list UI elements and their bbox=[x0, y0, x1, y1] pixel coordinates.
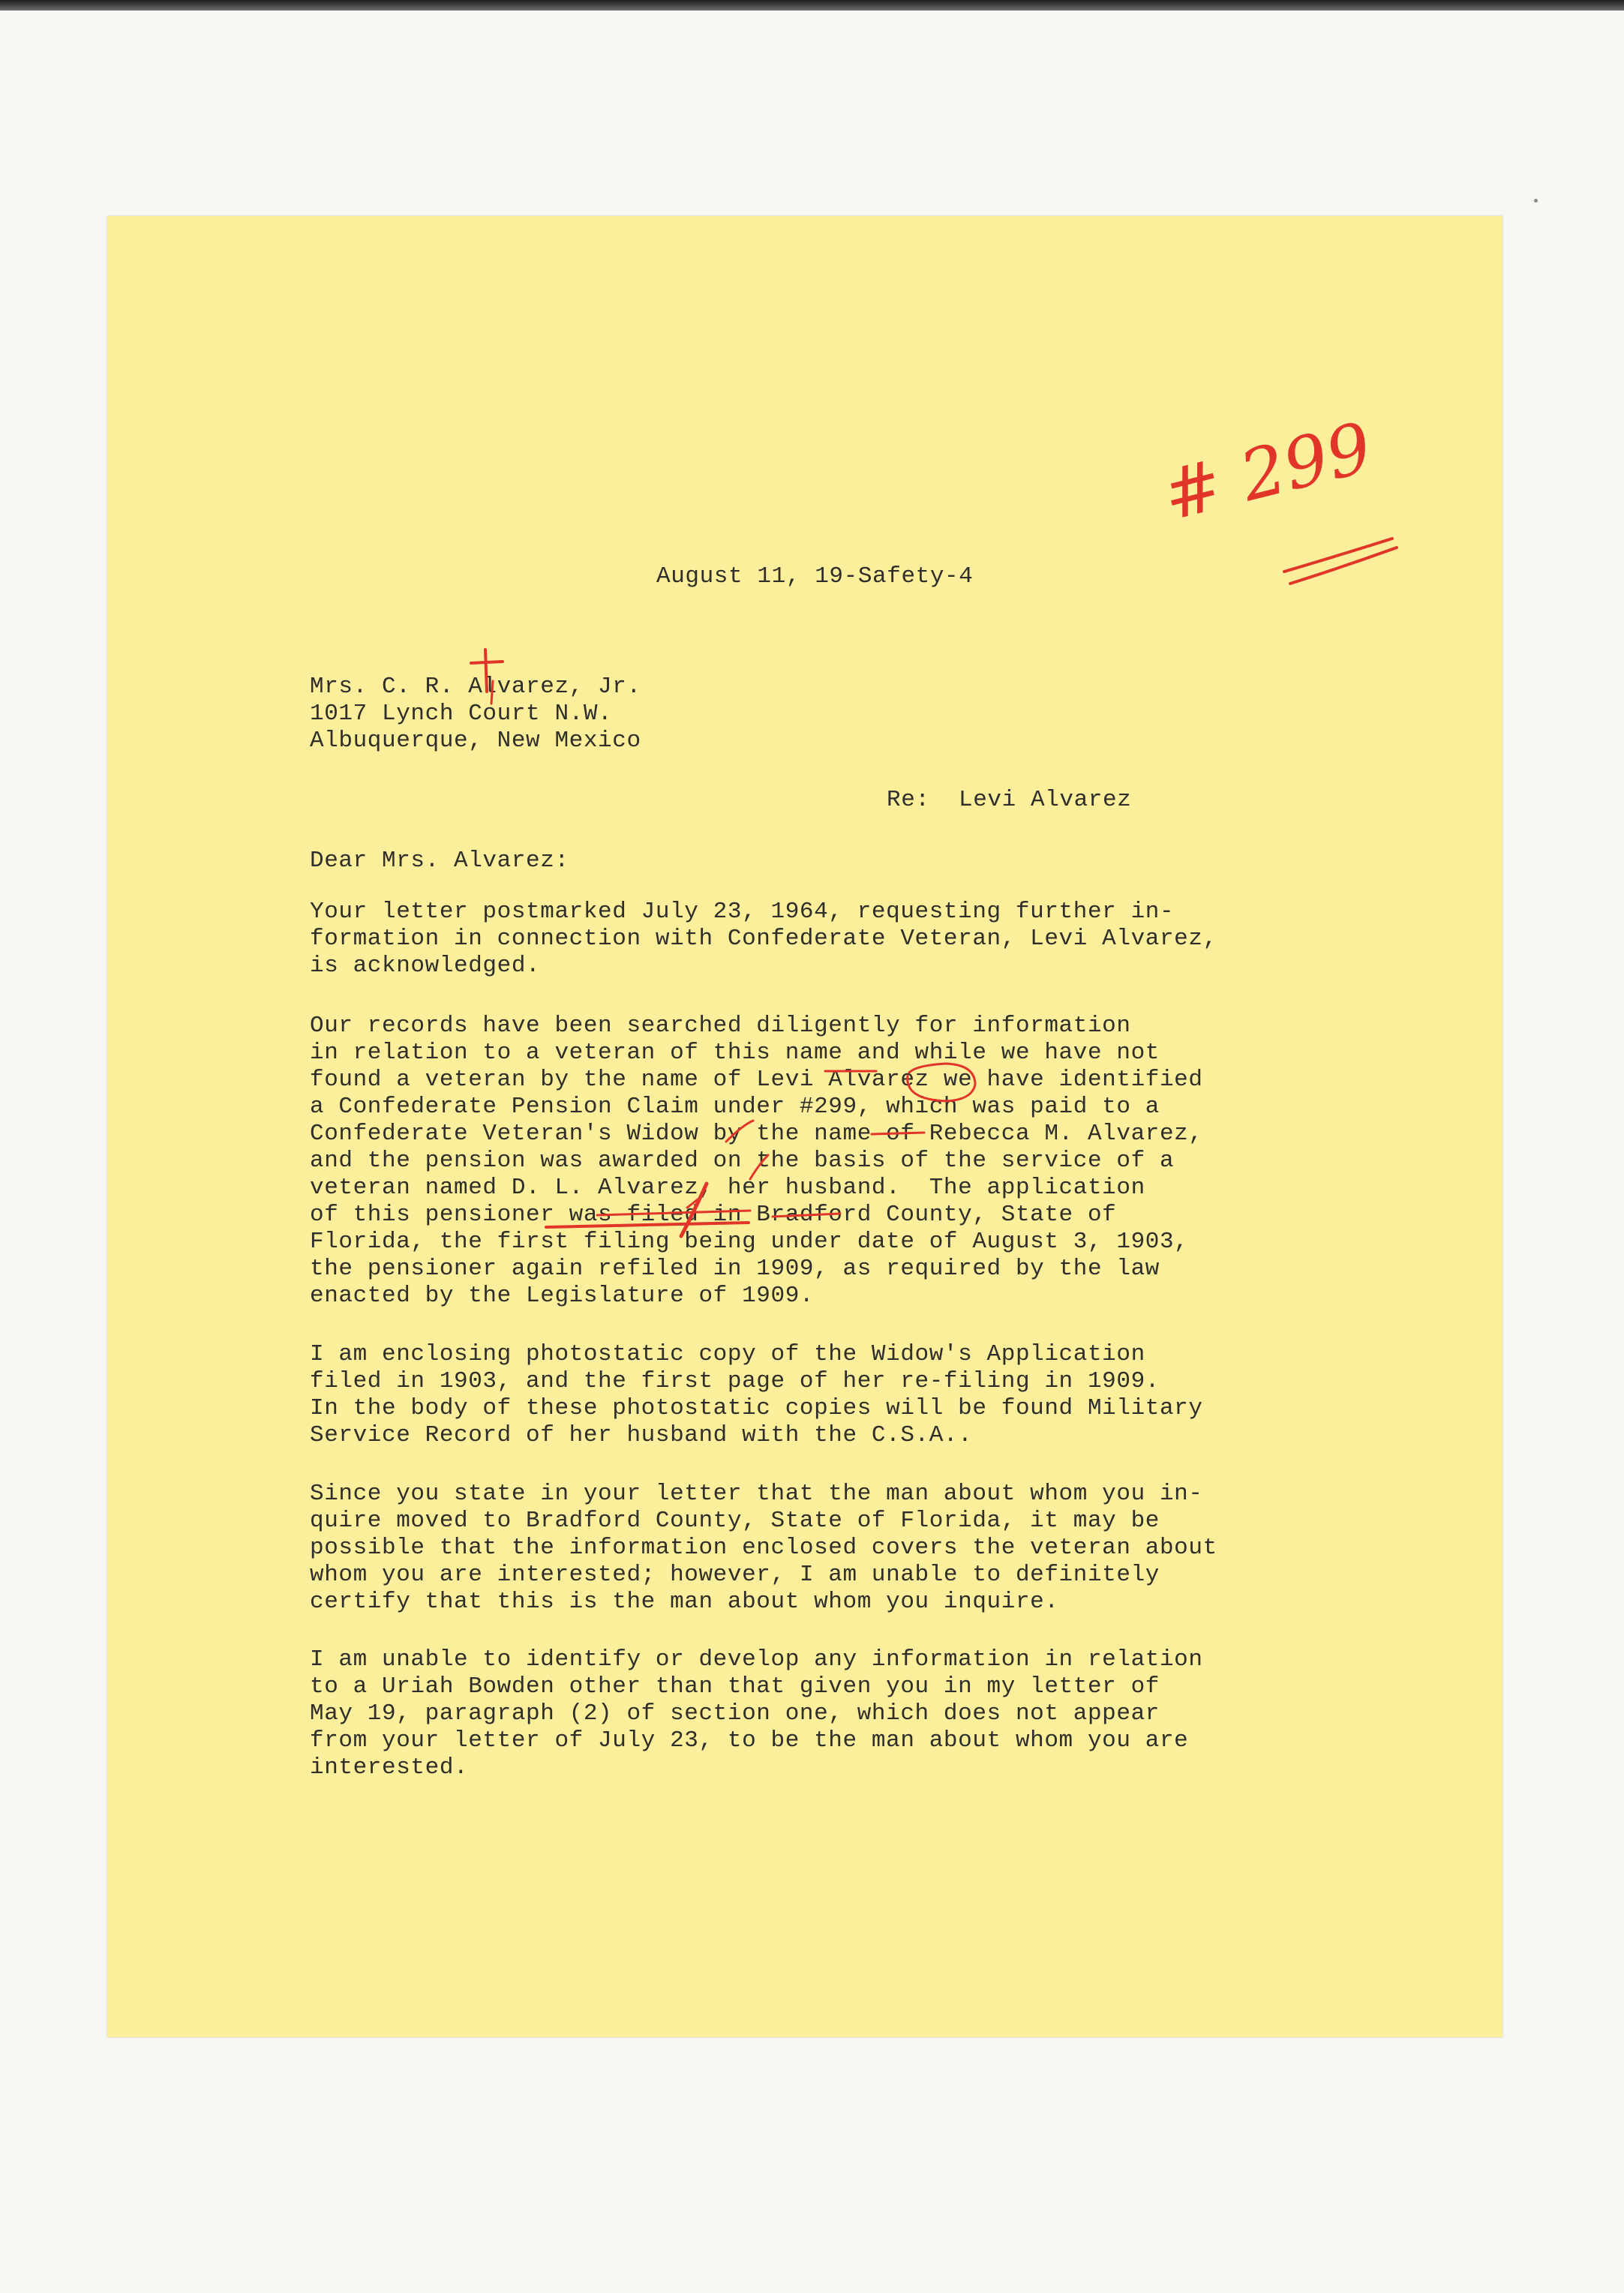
text-line: Confederate Veteran's Widow by the name of Rebecca M. Alvarez, bbox=[310, 1121, 1203, 1147]
text-line: Florida, the first filing being under date of August 3, 1903, bbox=[310, 1229, 1189, 1255]
address-line: Albuquerque, New Mexico bbox=[310, 728, 641, 754]
salutation: Dear Mrs. Alvarez: bbox=[310, 848, 569, 874]
scan-speck bbox=[1534, 199, 1538, 203]
text-line: from your letter of July 23, to be the man about whom you are bbox=[310, 1727, 1189, 1754]
text-line: a Confederate Pension Claim under #299, which was paid to a bbox=[310, 1094, 1160, 1120]
text-line: In the body of these photostatic copies will be found Military bbox=[310, 1395, 1203, 1421]
text-line: enacted by the Legislature of 1909. bbox=[310, 1283, 815, 1309]
text-line: I am enclosing photostatic copy of the Widow's Application bbox=[310, 1341, 1145, 1367]
text-line: to a Uriah Bowden other than that given you in my letter of bbox=[310, 1673, 1160, 1700]
text-line: is acknowledged. bbox=[310, 953, 541, 979]
text-line: May 19, paragraph (2) of section one, which does not appear bbox=[310, 1700, 1160, 1727]
text-line: interested. bbox=[310, 1754, 469, 1781]
address-line: 1017 Lynch Court N.W. bbox=[310, 701, 613, 727]
text-line: formation in connection with Confederate Veteran, Levi Alvarez, bbox=[310, 926, 1217, 952]
text-line: Our records have been searched diligently for information bbox=[310, 1013, 1131, 1039]
text-line: of this pensioner was filed in Bradford County, State of bbox=[310, 1202, 1117, 1228]
text-line: found a veteran by the name of Levi Alvarez we have identified bbox=[310, 1067, 1203, 1093]
text-line: quire moved to Bradford County, State of Florida, it may be bbox=[310, 1508, 1160, 1534]
handwritten-claim-number: # 299 bbox=[1154, 407, 1380, 536]
text-line: possible that the information enclosed covers the veteran about bbox=[310, 1535, 1217, 1561]
paragraph-records-search bbox=[310, 1013, 1203, 1310]
text-line: veteran named D. L. Alvarez, her husband. The application bbox=[310, 1175, 1145, 1201]
text-line: Service Record of her husband with the C.S.A.. bbox=[310, 1422, 973, 1448]
paragraph-acknowledgement bbox=[310, 899, 1217, 980]
text-line: in relation to a veteran of this name and while we have not bbox=[310, 1040, 1160, 1066]
paragraph-enclosure bbox=[310, 1341, 1203, 1449]
text-line: Since you state in your letter that the man about whom you in- bbox=[310, 1481, 1203, 1507]
text-line: and the pension was awarded on the basis of the service of a bbox=[310, 1148, 1175, 1174]
scan-top-edge bbox=[0, 0, 1624, 11]
text-line: the pensioner again refiled in 1909, as required by the law bbox=[310, 1256, 1160, 1282]
text-line: certify that this is the man about whom you inquire. bbox=[310, 1589, 1059, 1615]
text-line: whom you are interested; however, I am unable to definitely bbox=[310, 1562, 1160, 1588]
text-line: I am unable to identify or develop any information in relation bbox=[310, 1646, 1203, 1673]
letter-date: August 11, 19-Safety-4 bbox=[656, 563, 974, 590]
paragraph-bradford-county bbox=[310, 1481, 1217, 1616]
address-line: Mrs. C. R. Alvarez, Jr. bbox=[310, 674, 641, 700]
paragraph-uriah-bowden bbox=[310, 1646, 1203, 1781]
text-line: Your letter postmarked July 23, 1964, requesting further in- bbox=[310, 899, 1175, 925]
recipient-address bbox=[310, 674, 641, 755]
re-line: Re: Levi Alvarez bbox=[887, 787, 1132, 813]
text-line: filed in 1903, and the first page of her re-filing in 1909. bbox=[310, 1368, 1160, 1394]
